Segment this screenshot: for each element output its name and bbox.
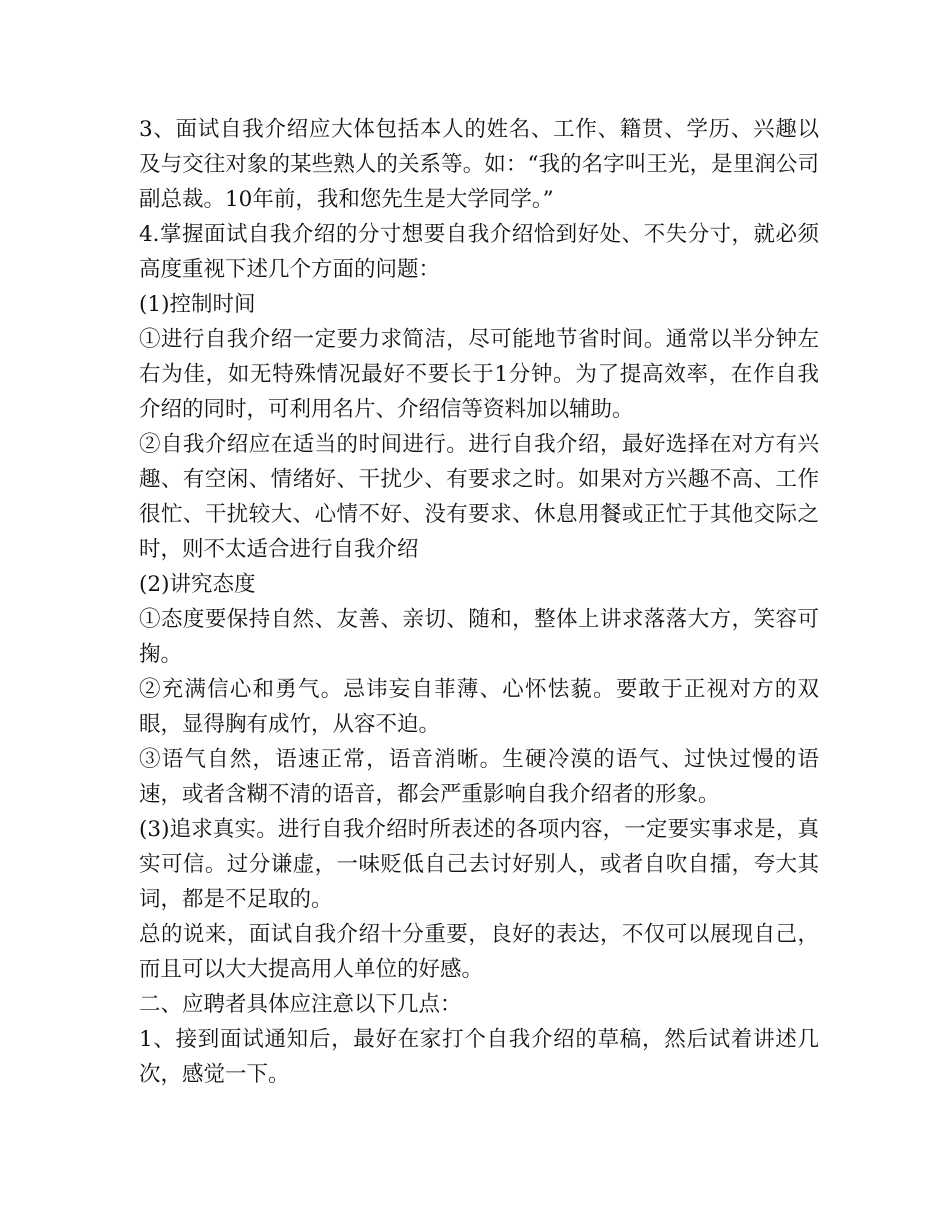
paragraph-time-1: ①进行自我介绍一定要力求简洁，尽可能地节省时间。通常以半分钟左右为佳，如无特殊情况最好不要长于1分钟。为了提高效率，在作自我介绍的同时，可利用名片、介绍信等资料加以辅助。 bbox=[139, 327, 819, 422]
section-heading-applicant: 二、应聘者具体应注意以下几点： bbox=[139, 992, 462, 1017]
section-heading-control-time: (1)控制时间 bbox=[139, 292, 256, 317]
paragraph-1: 3、面试自我介绍应大体包括本人的姓名、工作、籍贯、学历、兴趣以及与交往对象的某些熟人的关系等。如：“我的名字叫王光，是里润公司副总裁。10年前，我和您先生是大学同学。” bbox=[139, 117, 819, 212]
paragraph-attitude-1: ①态度要保持自然、友善、亲切、随和，整体上讲求落落大方，笑容可掬。 bbox=[139, 607, 819, 667]
paragraph-time-2: ②自我介绍应在适当的时间进行。进行自我介绍，最好选择在对方有兴趣、有空闲、情绪好、干扰少、有要求之时。如果对方兴趣不高、工作很忙、干扰较大、心情不好、没有要求、休息用餐或正忙于其他交际之时，则不太适合进行自我介绍 bbox=[139, 432, 819, 562]
paragraph-attitude-2: ②充满信心和勇气。忌讳妄自菲薄、心怀怯藐。要敢于正视对方的双眼，显得胸有成竹，从容不迫。 bbox=[139, 677, 819, 737]
paragraph-2: 4.掌握面试自我介绍的分寸想要自我介绍恰到好处、不失分寸，就必须高度重视下述几个方面的问题： bbox=[139, 222, 819, 282]
paragraph-summary: 总的说来，面试自我介绍十分重要，良好的表达，不仅可以展现自己，而且可以大大提高用人单位的好感。 bbox=[139, 922, 819, 982]
document-page bbox=[139, 112, 819, 1092]
paragraph-truth: (3)追求真实。进行自我介绍时所表述的各项内容，一定要实事求是，真实可信。过分谦虚，一味贬低自己去讨好别人，或者自吹自擂，夸大其词，都是不足取的。 bbox=[139, 817, 819, 912]
section-heading-attitude: (2)讲究态度 bbox=[139, 572, 256, 597]
paragraph-applicant-1: 1、接到面试通知后，最好在家打个自我介绍的草稿，然后试着讲述几次，感觉一下。 bbox=[139, 1027, 819, 1087]
paragraph-attitude-3: ③语气自然，语速正常，语音消晰。生硬冷漠的语气、过快过慢的语速，或者含糊不清的语音，都会严重影响自我介绍者的形象。 bbox=[139, 747, 819, 807]
